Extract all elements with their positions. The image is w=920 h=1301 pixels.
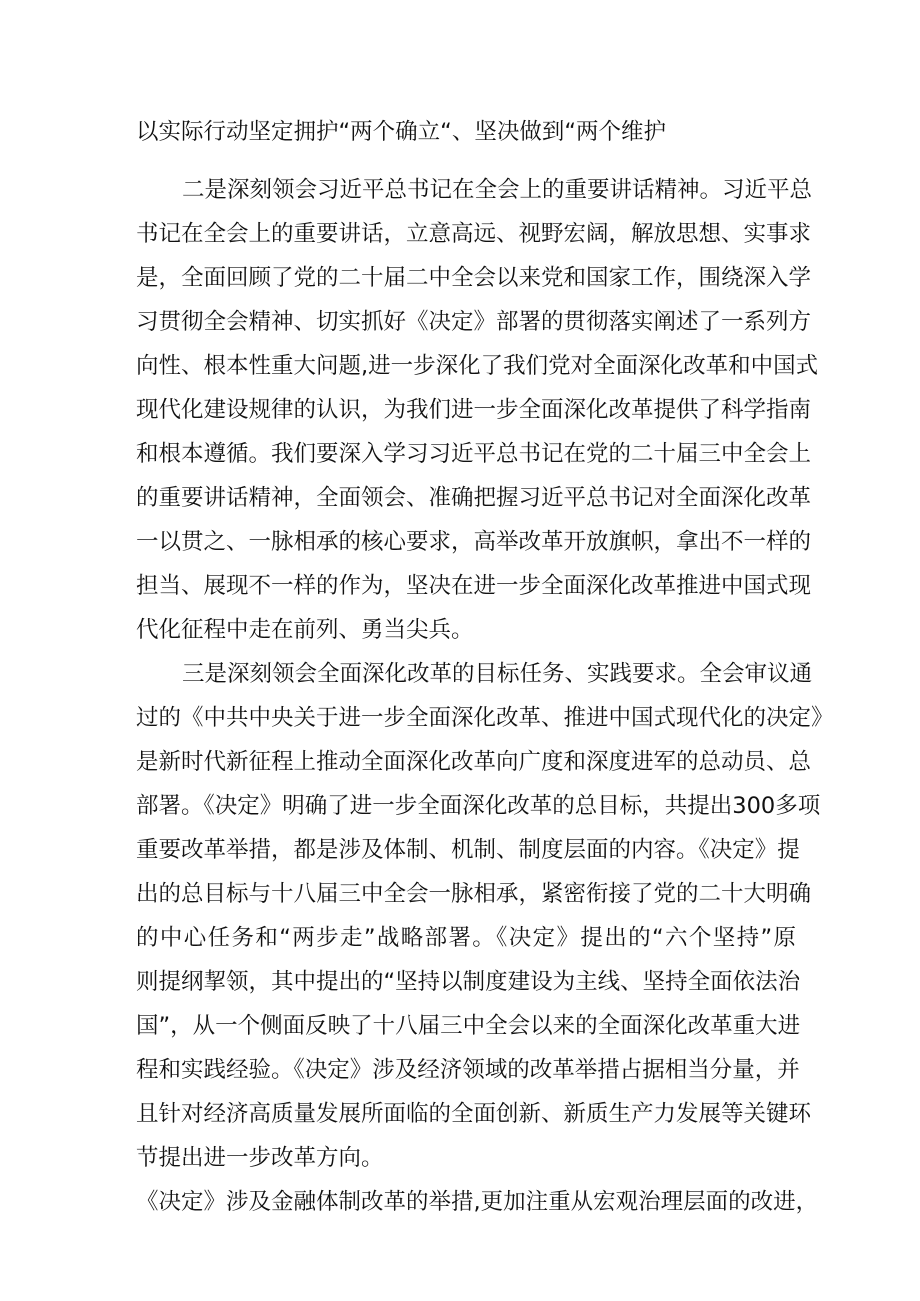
paragraph-2-line-3: 是，全面回顾了党的二十届二中全会以来党和国家工作，围绕深入学 [136, 265, 812, 291]
paragraph-3-line-9: 国”，从一个侧面反映了十八届三中全会以来的全面深化改革重大进 [136, 1013, 801, 1039]
section-heading: 以实际行动坚定拥护“两个确立“、坚决做到“两个维护 [136, 119, 666, 145]
paragraph-3-line-11: 且针对经济高质量发展所面临的全面创新、新质生产力发展等关键环 [136, 1101, 812, 1127]
paragraph-2-line-11: 代化征程中走在前列、勇当尖兵。 [136, 617, 474, 643]
paragraph-3-line-7: 的中心任务和“两步走”战略部署。《决定》提出的“六个坚持”原 [136, 925, 796, 951]
paragraph-3-line-5: 重要改革举措，都是涉及体制、机制、制度层面的内容。《决定》提 [136, 837, 800, 863]
paragraph-3-line-2: 过的《中共中央关于进一步全面深化改革、推进中国式现代化的决定》 [136, 705, 834, 731]
paragraph-2-line-6: 现代化建设规律的认识，为我们进一步全面深化改革提供了科学指南 [136, 397, 812, 423]
paragraph-2-line-2: 书记在全会上的重要讲话，立意高远、视野宏阔，解放思想、实事求 [136, 221, 812, 247]
paragraph-4-line-1: 《决定》涉及金融体制改革的举措,更加注重从宏观治理层面的改进， [136, 1189, 819, 1215]
paragraph-3-line-6: 出的总目标与十八届三中全会一脉相承，紧密衔接了党的二十大明确 [136, 881, 812, 907]
paragraph-3-line-10: 程和实践经验。《决定》涉及经济领域的改革举措占据相当分量，并 [136, 1057, 800, 1083]
paragraph-3-line-8: 则提纲挈领，其中提出的“坚持以制度建设为主线、坚持全面依法治 [136, 969, 801, 995]
paragraph-3-line-3: 是新时代新征程上推动全面深化改革向广度和深度进军的总动员、总 [136, 749, 812, 775]
paragraph-3-line-1: 三是深刻领会全面深化改革的目标任务、实践要求。全会审议通 [182, 661, 813, 687]
paragraph-2-line-1: 二是深刻领会习近平总书记在全会上的重要讲话精神。习近平总 [182, 177, 813, 203]
paragraph-2-line-4: 习贯彻全会精神、切实抓好《决定》部署的贯彻落实阐述了一系列方 [136, 309, 812, 335]
paragraph-2-line-10: 担当、展现不一样的作为，坚决在进一步全面深化改革推进中国式现 [136, 573, 812, 599]
paragraph-2-line-9: 一以贯之、一脉相承的核心要求，高举改革开放旗帜，拿出不一样的 [136, 529, 812, 555]
paragraph-2-line-8: 的重要讲话精神，全面领会、准确把握习近平总书记对全面深化改革 [136, 485, 812, 511]
paragraph-2-line-5: 向性、根本性重大问题,进一步深化了我们党对全面深化改革和中国式 [136, 353, 819, 379]
paragraph-3-line-12: 节提出进一步改革方向。 [136, 1145, 384, 1171]
paragraph-3-line-4: 部署。《决定》明确了进一步全面深化改革的总目标，共提出300多项 [136, 793, 821, 819]
paragraph-2-line-7: 和根本遵循。我们要深入学习习近平总书记在党的二十届三中全会上 [136, 441, 812, 467]
